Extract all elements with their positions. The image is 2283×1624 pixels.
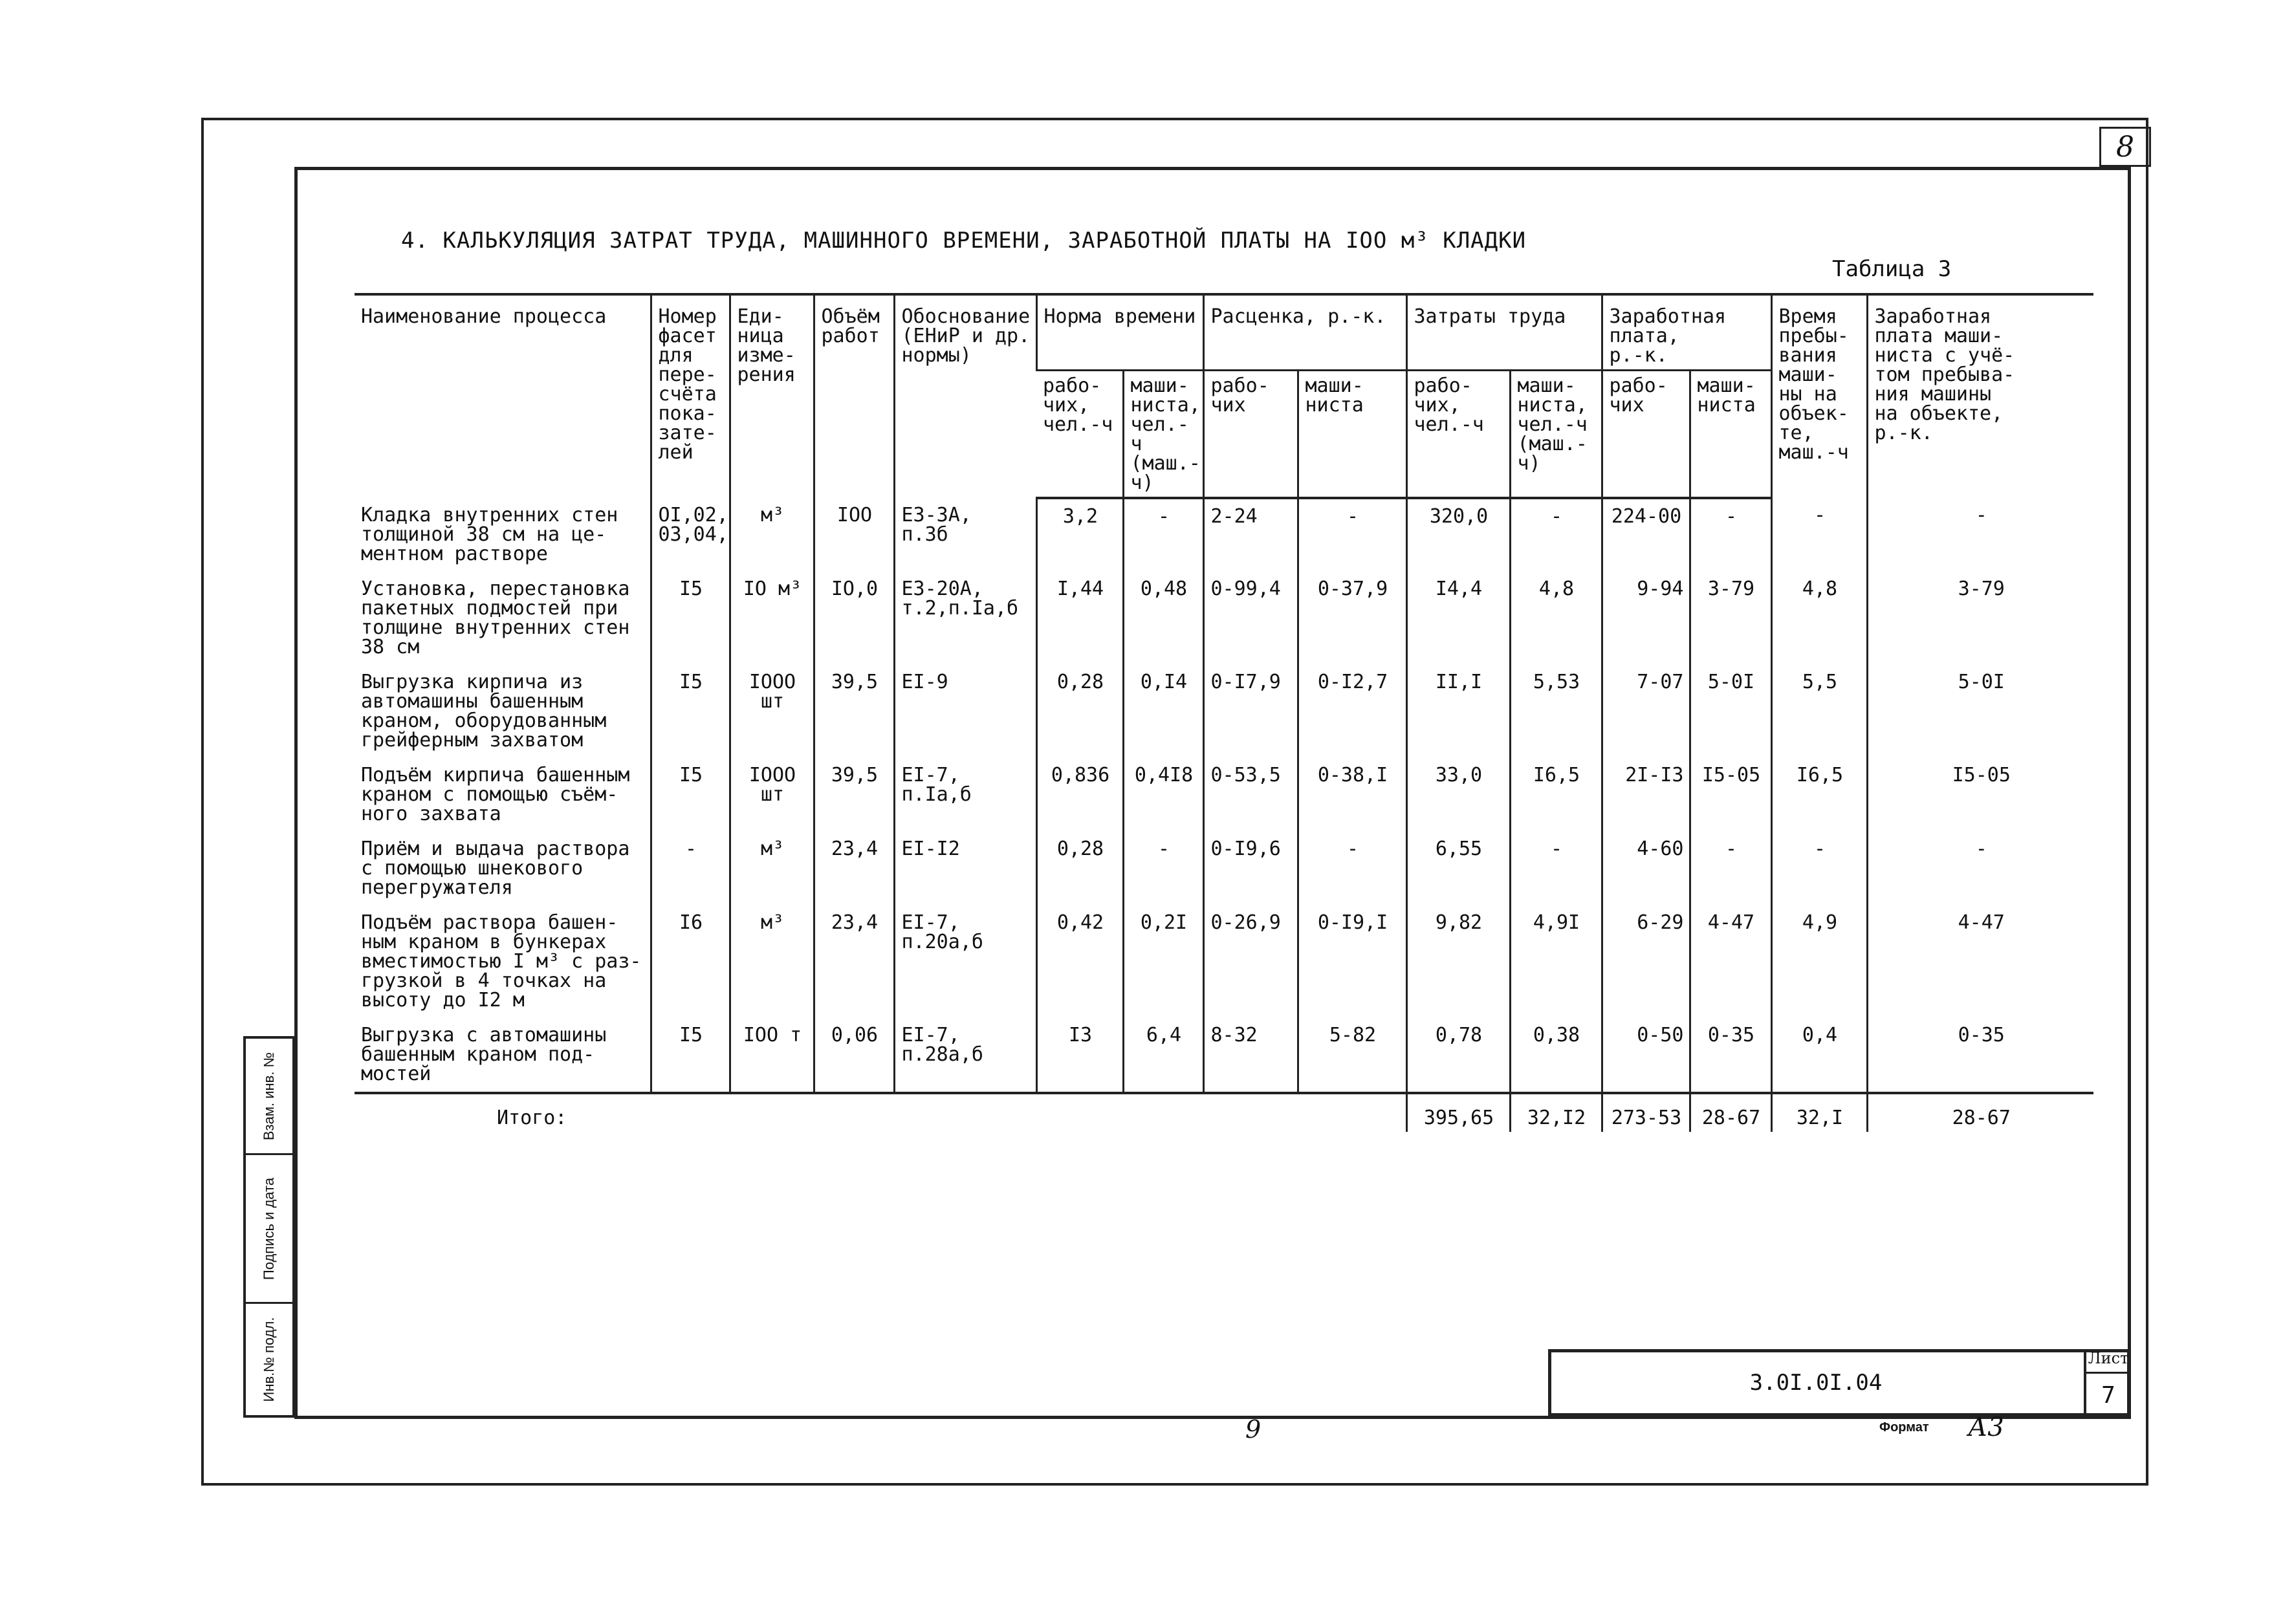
row-wage-machinist: 4-47	[1690, 905, 1771, 1018]
row-norm-machinist: -	[1123, 498, 1203, 572]
row-wage-machinist: 5-0I	[1690, 665, 1771, 758]
row-basis: Е3-3А, п.3б	[894, 498, 1036, 572]
row-stay-time: 5,5	[1771, 665, 1867, 758]
total-row	[355, 1093, 2093, 1132]
row-rate-machinist: 0-38,I	[1298, 758, 1406, 832]
row-wage-machinist: 3-79	[1690, 572, 1771, 665]
row-name: Установка, перестановка пакетных подмостей при толщине внутренних стен 38 см	[361, 578, 630, 658]
row-rate-workers: 0-26,9	[1203, 905, 1298, 1018]
row-unit: м³	[730, 498, 814, 572]
row-name: Кладка внутренних стен толщиной 38 см на це- ментном растворе	[361, 504, 618, 565]
header-rate-group: Расценка, р.-к.	[1203, 294, 1406, 371]
header-stay-time: Время пребы- вания маши- ны на объек- те, маш.-ч	[1771, 294, 1867, 498]
header-volume: Объём работ	[814, 294, 894, 498]
table-row	[355, 832, 2093, 905]
row-name: Приём и выдача раствора с помощью шнекового перегружателя	[361, 838, 630, 899]
header-labor-workers: рабо- чих, чел.-ч	[1406, 371, 1510, 499]
row-labor-machinist: 5,53	[1510, 665, 1602, 758]
row-wage-workers: 9-94	[1602, 572, 1690, 665]
table-row	[355, 905, 2093, 1018]
side-stamp-label: Взам. инв. №	[261, 1052, 277, 1140]
row-volume: 23,4	[814, 905, 894, 1018]
row-name: Подъём раствора башен- ным краном в бункерах вместимостью I м³ с раз- грузкой в 4 точках на высоту до I2 м	[361, 911, 642, 1012]
row-stay-time: 0,4	[1771, 1018, 1867, 1093]
row-rate-machinist: 0-I2,7	[1298, 665, 1406, 758]
row-wage-with-stay: 4-47	[1867, 905, 2093, 1018]
row-norm-machinist: 6,4	[1123, 1018, 1203, 1093]
row-unit: IOO т	[730, 1018, 814, 1093]
header-norm-workers: рабо- чих, чел.-ч	[1036, 371, 1123, 499]
row-labor-machinist: 4,8	[1510, 572, 1602, 665]
row-rate-workers: 2-24	[1203, 498, 1298, 572]
row-labor-workers: II,I	[1406, 665, 1510, 758]
row-rate-machinist: -	[1298, 498, 1406, 572]
row-basis: ЕI-7, п.20а,б	[894, 905, 1036, 1018]
header-row-group	[355, 294, 2093, 371]
row-wage-with-stay: I5-05	[1867, 758, 2093, 832]
row-facet: OI,02, 03,04,	[651, 498, 730, 572]
row-unit: IOOO шт	[730, 665, 814, 758]
row-wage-workers: 7-07	[1602, 665, 1690, 758]
header-facet: Номер фасет для пере- счёта пока- зате- лей	[651, 294, 730, 498]
row-volume: IO,0	[814, 572, 894, 665]
side-stamp-cell	[246, 1304, 292, 1415]
total-labor-machinist: 32,I2	[1510, 1093, 1602, 1132]
row-wage-machinist: -	[1690, 832, 1771, 905]
side-stamp-label: Инв.№ подл.	[261, 1317, 277, 1402]
row-rate-workers: 8-32	[1203, 1018, 1298, 1093]
header-labor-machinist: маши- ниста, чел.-ч (маш.- ч)	[1510, 371, 1602, 499]
row-unit: м³	[730, 832, 814, 905]
total-wage-machinist: 28-67	[1690, 1093, 1771, 1132]
header-rate-machinist: маши- ниста	[1298, 371, 1406, 499]
header-name: Наименование процесса	[355, 294, 651, 498]
row-facet: -	[651, 832, 730, 905]
row-labor-machinist: -	[1510, 832, 1602, 905]
row-wage-with-stay: -	[1867, 498, 2093, 572]
row-stay-time: 4,8	[1771, 572, 1867, 665]
row-basis: ЕI-9	[894, 665, 1036, 758]
row-labor-machinist: I6,5	[1510, 758, 1602, 832]
row-basis: Е3-20А, т.2,п.Iа,б	[894, 572, 1036, 665]
header-wage-workers: рабо- чих	[1602, 371, 1690, 499]
row-stay-time: -	[1771, 498, 1867, 572]
table-row	[355, 758, 2093, 832]
row-labor-workers: 6,55	[1406, 832, 1510, 905]
row-facet: I5	[651, 665, 730, 758]
row-wage-with-stay: 0-35	[1867, 1018, 2093, 1093]
row-labor-machinist: 4,9I	[1510, 905, 1602, 1018]
row-rate-workers: 0-99,4	[1203, 572, 1298, 665]
page-number: 9	[1245, 1415, 1262, 1444]
table-row	[355, 572, 2093, 665]
header-unit: Еди- ница изме- рения	[730, 294, 814, 498]
document-title: 4. КАЛЬКУЛЯЦИЯ ЗАТРАТ ТРУДА, МАШИННОГО ВРЕМЕНИ, ЗАРАБОТНОЙ ПЛАТЫ НА IOO м³ КЛАДКИ	[401, 228, 1527, 254]
row-wage-workers: 4-60	[1602, 832, 1690, 905]
row-volume: 23,4	[814, 832, 894, 905]
row-volume: IOO	[814, 498, 894, 572]
total-wage-workers: 273-53	[1602, 1093, 1690, 1132]
row-norm-workers: 0,28	[1036, 665, 1123, 758]
row-wage-with-stay: -	[1867, 832, 2093, 905]
header-wage-group: Заработная плата, р.-к.	[1602, 294, 1771, 371]
row-norm-machinist: 0,4I8	[1123, 758, 1203, 832]
row-unit: IO м³	[730, 572, 814, 665]
row-norm-machinist: 0,I4	[1123, 665, 1203, 758]
row-basis: ЕI-7, п.28а,б	[894, 1018, 1036, 1093]
row-facet: I6	[651, 905, 730, 1018]
sheet-number: 7	[2084, 1374, 2130, 1416]
row-norm-workers: 0,28	[1036, 832, 1123, 905]
row-rate-machinist: 0-37,9	[1298, 572, 1406, 665]
side-stamp-cell	[246, 1039, 292, 1155]
total-stay-time: 32,I	[1771, 1093, 1867, 1132]
corner-number: 8	[2099, 127, 2151, 167]
row-facet: I5	[651, 1018, 730, 1093]
row-norm-workers: 0,836	[1036, 758, 1123, 832]
row-norm-workers: 3,2	[1036, 498, 1123, 572]
table-row	[355, 1018, 2093, 1093]
side-stamp	[243, 1036, 295, 1418]
table-row	[355, 665, 2093, 758]
side-stamp-label: Подпись и дата	[261, 1177, 277, 1280]
row-basis: ЕI-I2	[894, 832, 1036, 905]
row-wage-workers: 0-50	[1602, 1018, 1690, 1093]
row-volume: 39,5	[814, 665, 894, 758]
row-volume: 0,06	[814, 1018, 894, 1093]
row-stay-time: 4,9	[1771, 905, 1867, 1018]
row-stay-time: I6,5	[1771, 758, 1867, 832]
side-stamp-cell	[246, 1155, 292, 1304]
calculation-table	[355, 293, 2093, 1132]
row-norm-machinist: 0,48	[1123, 572, 1203, 665]
format-value: А3	[1968, 1413, 2004, 1442]
header-basis: Обоснование (ЕНиР и др. нормы)	[894, 294, 1036, 498]
row-labor-workers: 320,0	[1406, 498, 1510, 572]
row-facet: I5	[651, 758, 730, 832]
row-wage-machinist: 0-35	[1690, 1018, 1771, 1093]
row-norm-workers: I3	[1036, 1018, 1123, 1093]
header-wage-with-stay: Заработная плата маши- ниста с учё- том пребыва- ния машины на объекте, р.-к.	[1867, 294, 2093, 498]
row-unit: м³	[730, 905, 814, 1018]
header-rate-workers: рабо- чих	[1203, 371, 1298, 499]
row-rate-machinist: -	[1298, 832, 1406, 905]
total-label: Итого:	[355, 1093, 1406, 1132]
row-facet: I5	[651, 572, 730, 665]
table-row	[355, 498, 2093, 572]
row-rate-workers: 0-53,5	[1203, 758, 1298, 832]
header-labor-group: Затраты труда	[1406, 294, 1602, 371]
document-code: 3.0I.0I.04	[1749, 1370, 1883, 1396]
row-norm-workers: 0,42	[1036, 905, 1123, 1018]
total-wage-with-stay: 28-67	[1867, 1093, 2093, 1132]
header-norm-machinist: маши- ниста, чел.-ч (маш.- ч)	[1123, 371, 1203, 499]
row-name: Выгрузка кирпича из автомашины башенным краном, оборудованным грейферным захватом	[361, 671, 607, 752]
row-wage-workers: 2I-I3	[1602, 758, 1690, 832]
sheet-label: Лист	[2084, 1349, 2130, 1374]
row-rate-machinist: 0-I9,I	[1298, 905, 1406, 1018]
row-wage-with-stay: 5-0I	[1867, 665, 2093, 758]
row-wage-machinist: -	[1690, 498, 1771, 572]
row-rate-machinist: 5-82	[1298, 1018, 1406, 1093]
row-norm-machinist: -	[1123, 832, 1203, 905]
row-rate-workers: 0-I9,6	[1203, 832, 1298, 905]
row-labor-workers: 9,82	[1406, 905, 1510, 1018]
row-labor-workers: 0,78	[1406, 1018, 1510, 1093]
row-labor-machinist: -	[1510, 498, 1602, 572]
header-norm-group: Норма времени	[1036, 294, 1203, 371]
row-labor-workers: 33,0	[1406, 758, 1510, 832]
total-labor-workers: 395,65	[1406, 1093, 1510, 1132]
row-basis: ЕI-7, п.Iа,б	[894, 758, 1036, 832]
row-name: Выгрузка с автомашины башенным краном под- мостей	[361, 1024, 607, 1085]
row-labor-workers: I4,4	[1406, 572, 1510, 665]
row-name: Подъём кирпича башенным краном с помощью съём- ного захвата	[361, 764, 630, 825]
row-wage-with-stay: 3-79	[1867, 572, 2093, 665]
header-wage-machinist: маши- ниста	[1690, 371, 1771, 499]
row-norm-machinist: 0,2I	[1123, 905, 1203, 1018]
row-rate-workers: 0-I7,9	[1203, 665, 1298, 758]
table-caption: Таблица 3	[1832, 256, 1952, 282]
row-wage-workers: 6-29	[1602, 905, 1690, 1018]
format-label: Формат	[1879, 1420, 1929, 1435]
row-volume: 39,5	[814, 758, 894, 832]
row-norm-workers: I,44	[1036, 572, 1123, 665]
row-wage-workers: 224-00	[1602, 498, 1690, 572]
row-wage-machinist: I5-05	[1690, 758, 1771, 832]
row-labor-machinist: 0,38	[1510, 1018, 1602, 1093]
row-unit: IOOO шт	[730, 758, 814, 832]
row-stay-time: -	[1771, 832, 1867, 905]
